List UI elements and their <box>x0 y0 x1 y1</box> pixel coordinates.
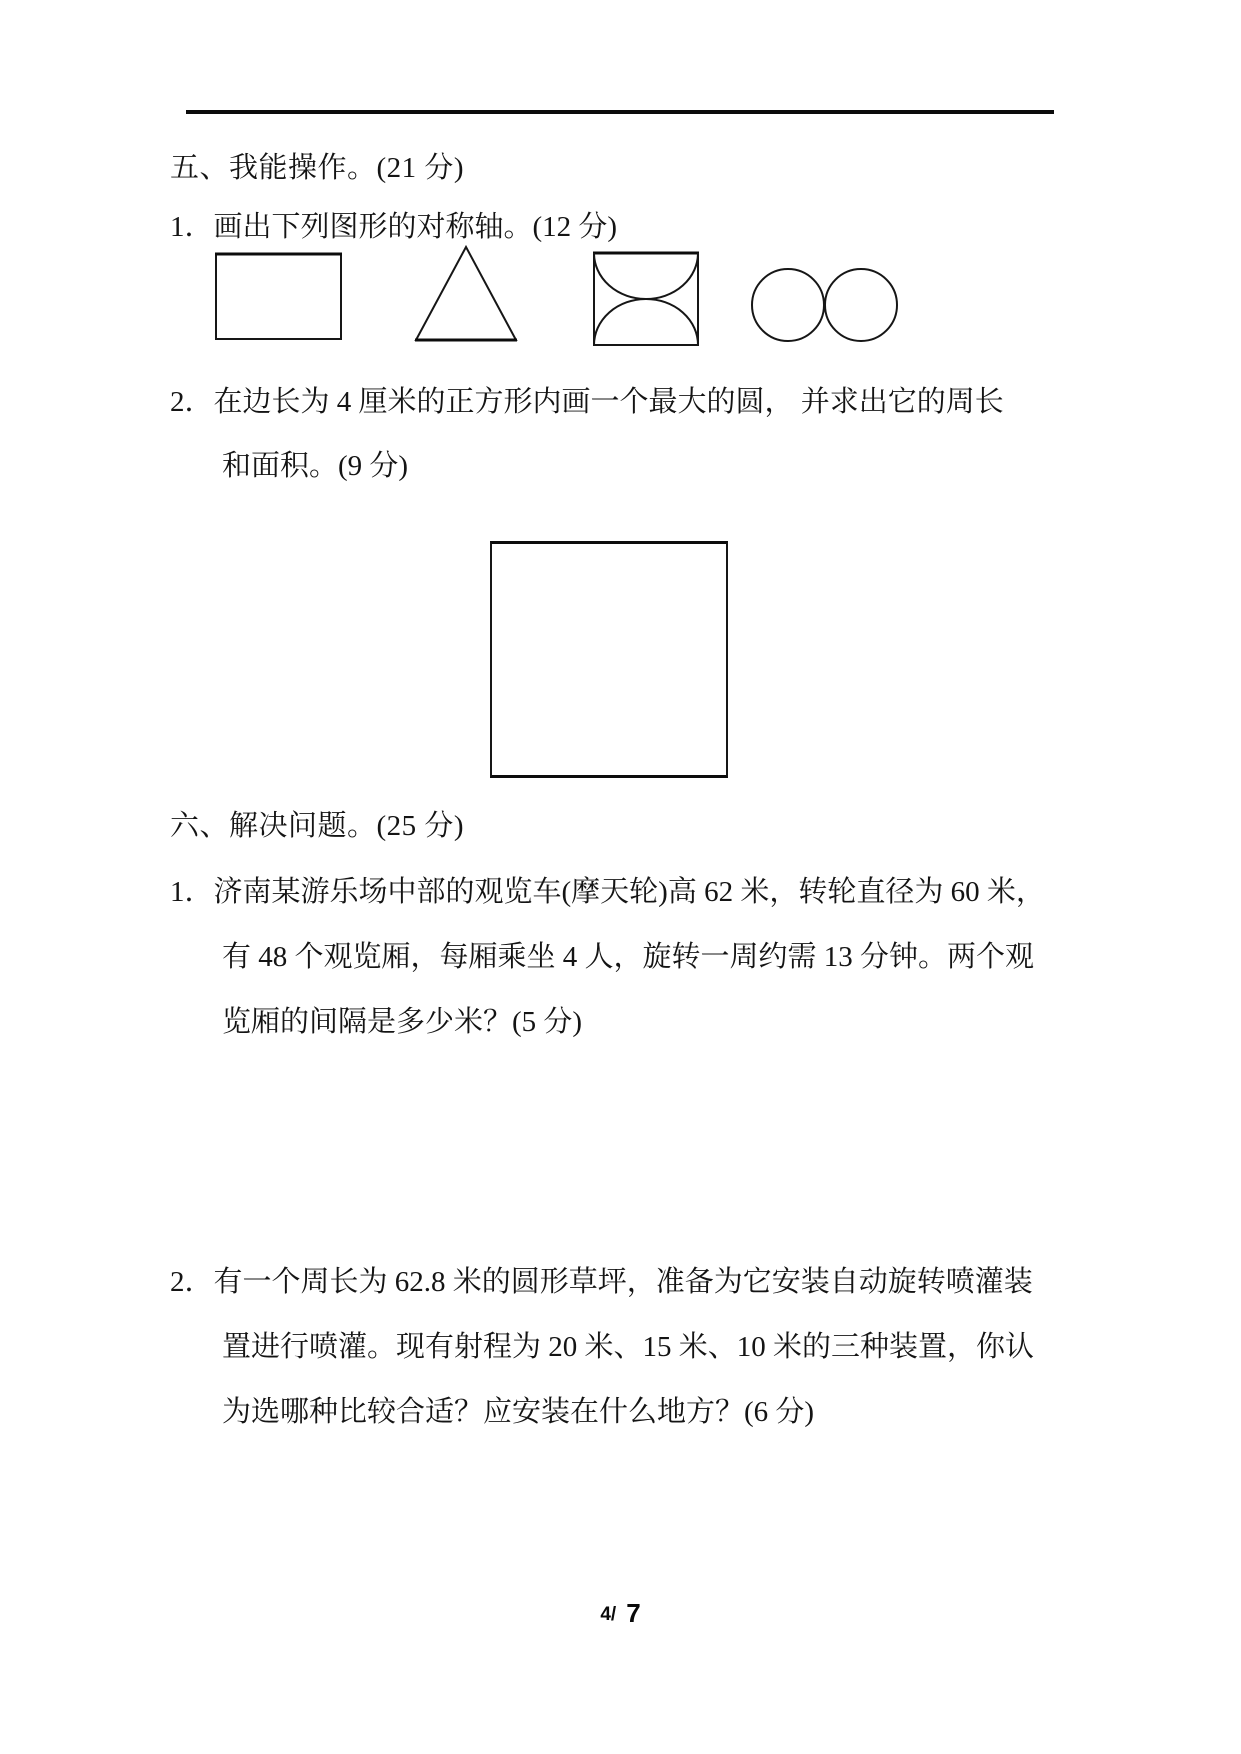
page-number-total: 7 <box>626 1598 641 1628</box>
page-number-current: 4/ <box>600 1604 617 1625</box>
section6-problem2-line2: 置进行喷灌。现有射程为 20 米、15 米、10 米的三种装置，你认 <box>222 1331 1035 1363</box>
page-number <box>0 1598 1241 1629</box>
answer-square-figure <box>490 541 728 778</box>
section6-heading: 六、解决问题。(25 分) <box>170 810 465 842</box>
header-divider-rule <box>186 110 1054 114</box>
section5-question1-text: 1．画出下列图形的对称轴。(12 分) <box>170 211 618 243</box>
section5-question2-line1: 2．在边长为 4 厘米的正方形内画一个最大的圆， 并求出它的周长 <box>170 386 1004 418</box>
section6-problem2-line3: 为选哪种比较合适？应安装在什么地方？(6 分) <box>222 1396 815 1428</box>
section5-heading: 五、我能操作。(21 分) <box>170 152 465 184</box>
section6-problem2-line1: 2．有一个周长为 62.8 米的圆形草坪，准备为它安装自动旋转喷灌装 <box>170 1266 1033 1298</box>
two-circles-figure <box>750 266 900 344</box>
section5-question2-line2: 和面积。(9 分) <box>222 450 409 482</box>
section6-problem1-line3: 览厢的间隔是多少米？(5 分) <box>222 1006 583 1038</box>
section6-problem1-line2: 有 48 个观览厢，每厢乘坐 4 人，旋转一周约需 13 分钟。两个观 <box>222 941 1035 973</box>
section6-problem1-line1: 1．济南某游乐场中部的观览车(摩天轮)高 62 米，转轮直径为 60 米， <box>170 876 1045 908</box>
square-with-semicircles-figure <box>591 249 701 349</box>
triangle-figure <box>412 244 520 344</box>
rectangle-figure <box>214 251 343 342</box>
